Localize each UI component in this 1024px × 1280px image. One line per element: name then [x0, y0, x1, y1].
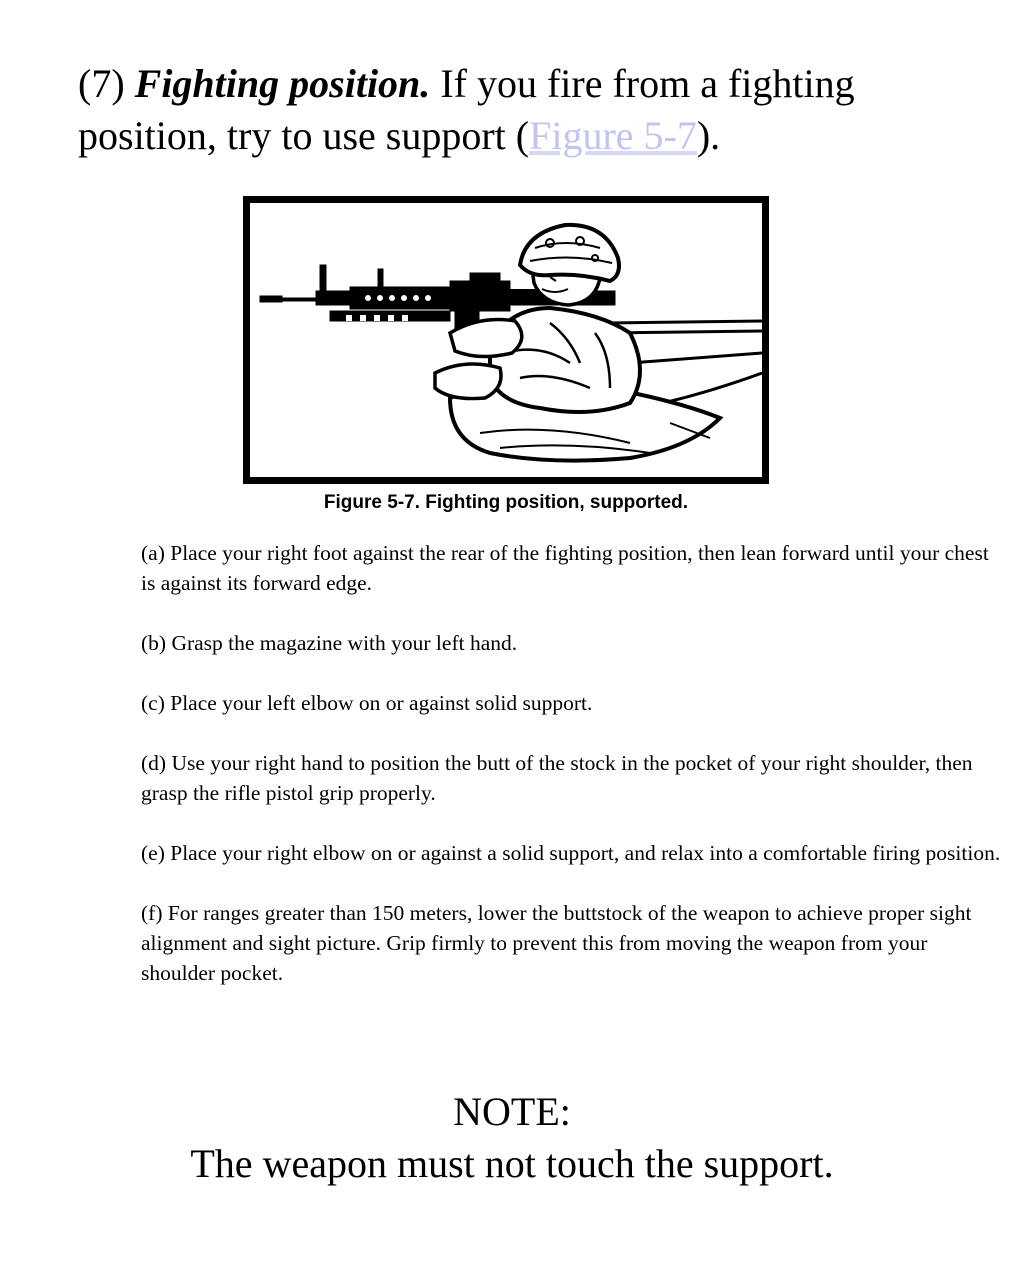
step-b: (b) Grasp the magazine with your left hand.	[141, 631, 518, 655]
step-c: (c) Place your left elbow on or against solid support.	[141, 691, 593, 715]
section-heading	[78, 58, 978, 162]
note-text: The weapon must not touch the support.	[190, 1141, 834, 1186]
section-intro-text: If you fire from a fighting position, try to use support (	[78, 61, 855, 158]
figure-caption: Figure 5-7. Fighting position, supported.	[323, 492, 689, 513]
note-block	[0, 1086, 1024, 1190]
section-title: Fighting position.	[134, 61, 431, 106]
section-intro-end: ).	[696, 113, 721, 158]
step-d: (d) Use your right hand to position the butt of the stock in the pocket of your right shoulder, then grasp the rifle pistol grip properly.	[141, 751, 973, 805]
soldier-firing-illustration	[250, 203, 762, 477]
note-label: NOTE:	[453, 1089, 571, 1134]
figure-illustration	[243, 196, 769, 484]
figure-link[interactable]: Figure 5-7	[529, 113, 697, 158]
procedure-steps	[141, 538, 1001, 1018]
step-f: (f) For ranges greater than 150 meters, lower the buttstock of the weapon to achieve proper sight alignment and sight picture. Grip firmly to prevent this from moving the weapon from your shoulder pocket.	[141, 901, 972, 985]
step-e: (e) Place your right elbow on or against a solid support, and relax into a comfortable firing position.	[141, 841, 1001, 865]
section-number: (7)	[78, 61, 125, 106]
step-a: (a) Place your right foot against the rear of the fighting position, then lean forward until your chest is against its forward edge.	[141, 541, 989, 595]
